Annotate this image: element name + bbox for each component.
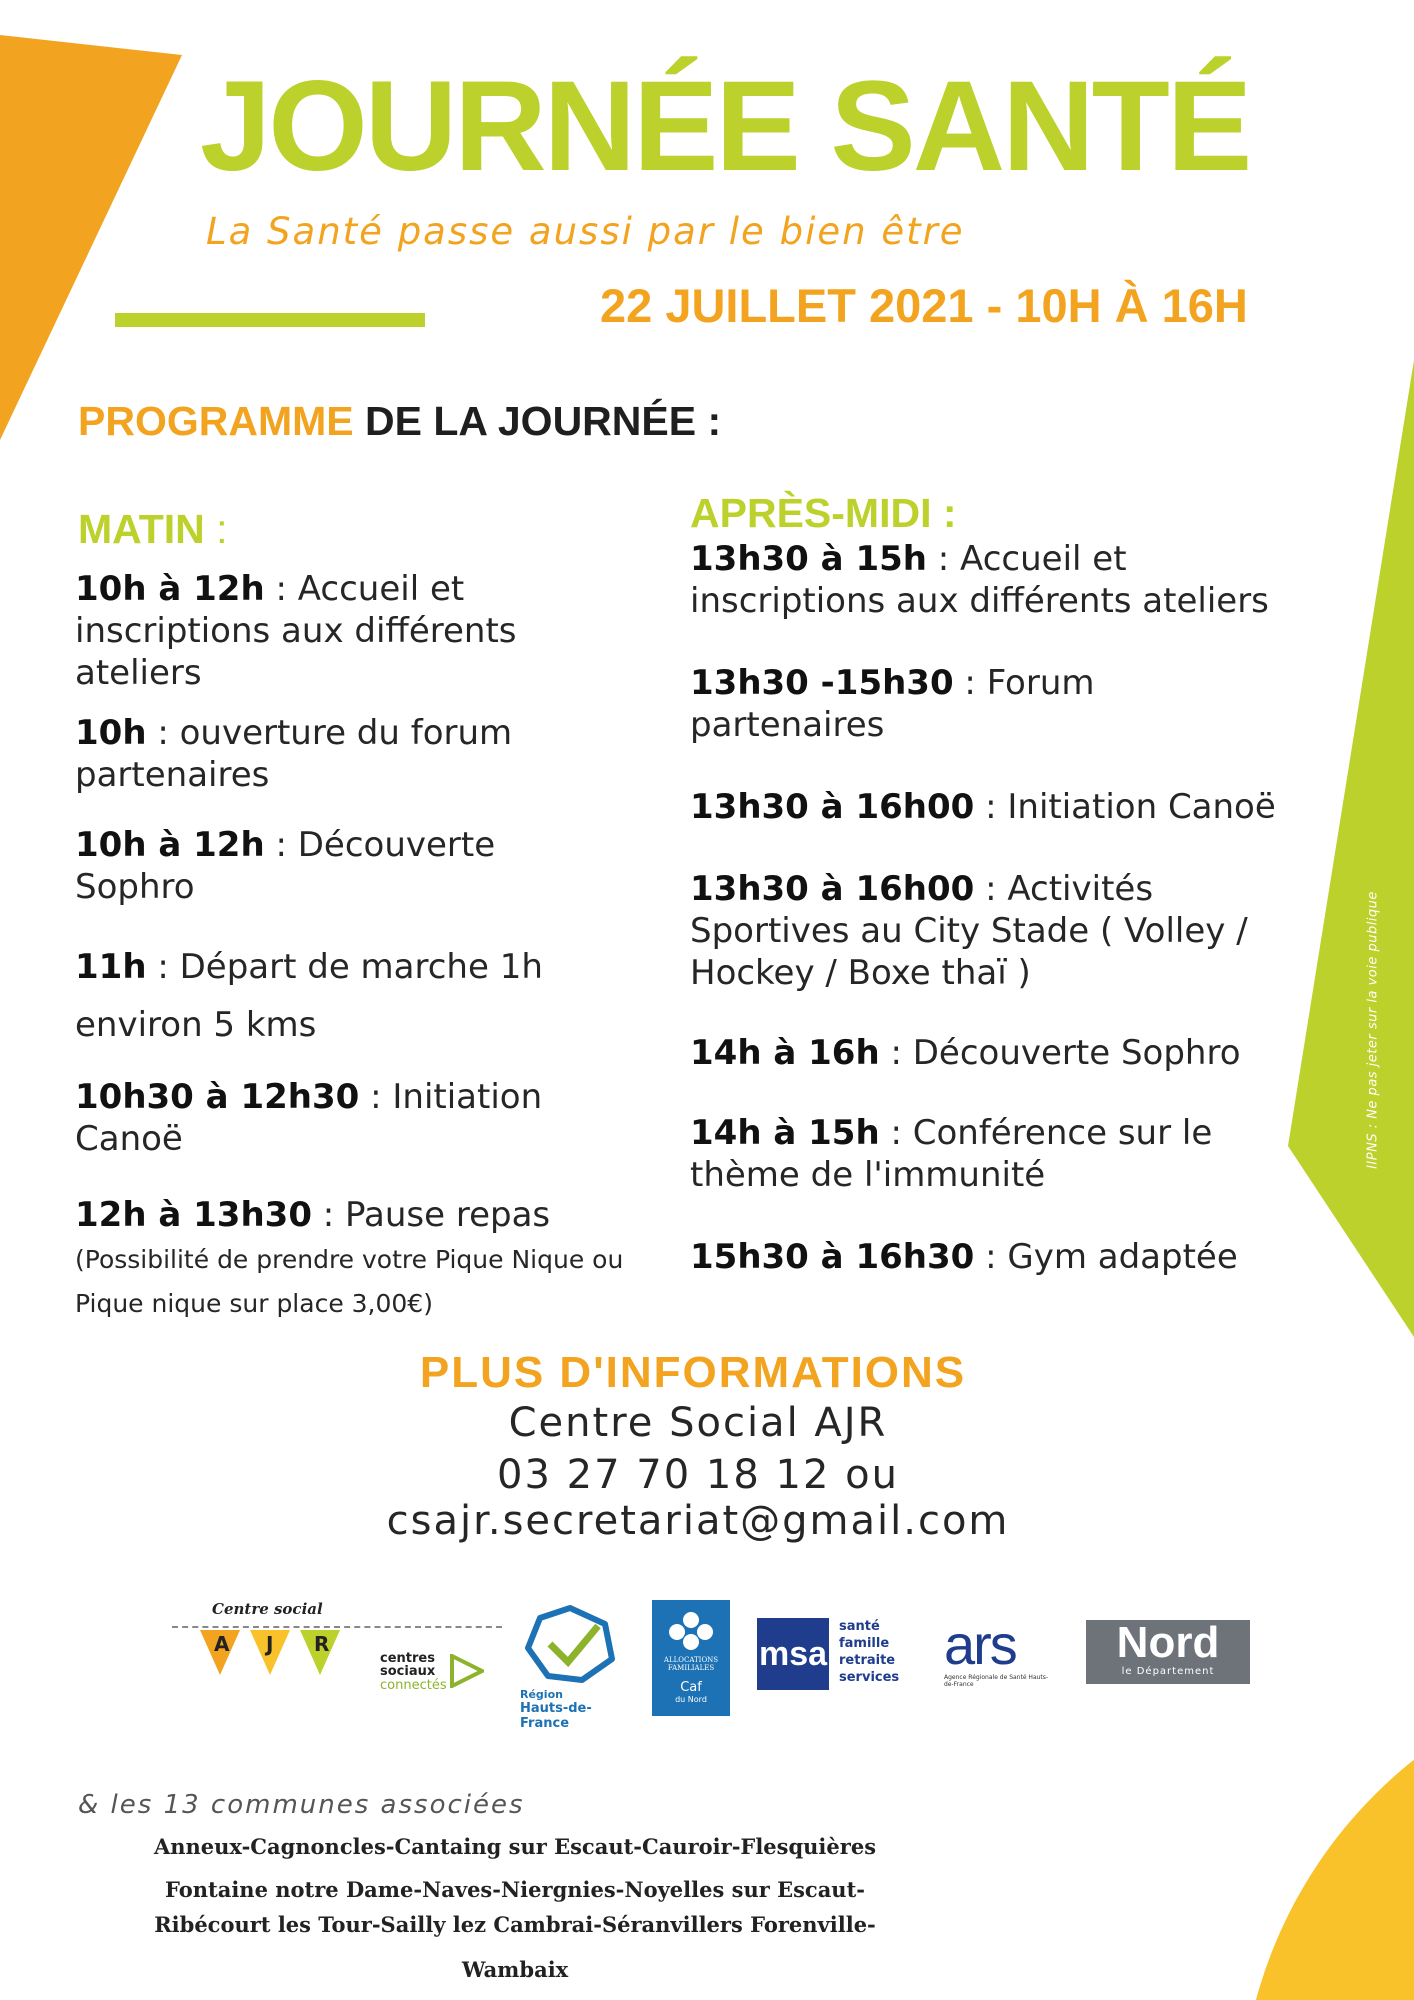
item-text: : Initiation Canoë <box>974 787 1276 827</box>
caf-flower-icon <box>661 1608 721 1652</box>
apres-midi-item <box>690 1236 1290 1278</box>
ars-tag: Agence Régionale de Santé Hauts-de-France <box>944 1674 1049 1688</box>
region-map-icon <box>520 1604 620 1684</box>
caf-l4: du Nord <box>675 1695 707 1704</box>
communes-line: Wambaix <box>461 1957 569 1982</box>
lunch-note: (Possibilité de prendre votre Pique Nique ou Pique nique sur place 3,00€) <box>75 1245 624 1318</box>
msa-l1: santé <box>839 1619 880 1634</box>
item-time: 10h à 12h <box>75 825 265 865</box>
item-time: 14h à 16h <box>690 1033 880 1073</box>
info-phone: 03 27 70 18 12 ou <box>497 1452 899 1498</box>
ars-word: ars <box>944 1613 1016 1676</box>
item-text: : Accueil et inscriptions aux différents ateliers <box>690 539 1269 621</box>
apres-midi-item <box>690 1112 1290 1196</box>
apres-midi-heading: APRÈS-MIDI : <box>690 490 957 536</box>
matin-item <box>75 712 615 796</box>
ajr-letter: R <box>314 1632 330 1656</box>
caf-l3: Caf <box>680 1680 702 1695</box>
item-time: 13h30 à 16h00 <box>690 787 975 827</box>
programme-rest: DE LA JOURNÉE : <box>353 398 722 444</box>
centres-sociaux-connectes-logo <box>380 1652 490 1702</box>
matin-list <box>75 568 624 1326</box>
caf-l1: ALLOCATIONS <box>663 1656 719 1664</box>
matin-item <box>75 1076 615 1160</box>
ars-logo <box>944 1613 1064 1692</box>
matin-heading <box>78 506 228 553</box>
matin-colon: : <box>204 506 228 552</box>
item-time: 10h à 12h <box>75 569 265 609</box>
communes-title: & les 13 communes associées <box>78 1790 525 1820</box>
centres-l3: connectés <box>380 1678 447 1693</box>
apres-midi-item <box>690 868 1290 994</box>
item-time: 13h30 -15h30 <box>690 663 954 703</box>
programme-highlight: PROGRAMME <box>78 398 354 444</box>
legal-notice: IIPNS : Ne pas jeter sur la voie publique <box>1365 891 1381 1169</box>
yellow-circle-bottom-right <box>1240 1660 1414 2000</box>
item-text: : Conférence sur le thème de l'immunité <box>690 1113 1213 1195</box>
item-text: : Découverte Sophro <box>879 1033 1241 1073</box>
item-text: : Pause repas <box>311 1195 551 1235</box>
caf-l2: FAMILIALES <box>667 1664 715 1672</box>
programme-heading <box>78 398 721 445</box>
apres-midi-item <box>690 538 1290 622</box>
centres-triangle-icon <box>450 1654 484 1688</box>
apres-midi-item <box>690 662 1290 746</box>
matin-item <box>75 1194 615 1236</box>
ajr-letter: A <box>214 1632 230 1656</box>
accent-bar <box>115 313 425 327</box>
item-text: : Activités Sportives au City Stade ( Volley / Hockey / Boxe thaï ) <box>690 869 1248 993</box>
apres-midi-item <box>690 1032 1290 1074</box>
apres-midi-list <box>690 538 1290 1278</box>
ajr-line <box>172 1626 502 1628</box>
item-text: : Découverte Sophro <box>75 825 496 907</box>
item-time: 10h <box>75 713 147 753</box>
item-time: 11h <box>75 947 147 987</box>
centres-l2: sociaux <box>380 1664 436 1679</box>
orange-triangle-top-left <box>0 35 182 440</box>
matin-item <box>75 938 615 1054</box>
msa-l4: services <box>839 1670 900 1685</box>
msa-l3: retraite <box>839 1653 896 1668</box>
region-l2: Hauts-de-France <box>520 1701 592 1731</box>
apres-midi-item <box>690 786 1290 828</box>
subtitle: La Santé passe aussi par le bien être <box>206 210 965 253</box>
item-time: 10h30 à 12h30 <box>75 1077 360 1117</box>
nord-word: Nord <box>1116 1618 1220 1667</box>
item-text: : ouverture du forum partenaires <box>75 713 513 795</box>
info-organisation: Centre Social AJR <box>508 1400 888 1446</box>
event-date: 22 JUILLET 2021 - 10H À 16H <box>600 279 1248 332</box>
matin-heading-text: MATIN <box>78 506 205 552</box>
info-title: PLUS D'INFORMATIONS <box>419 1348 967 1397</box>
green-stripe-right <box>1288 360 1414 1337</box>
item-time: 12h à 13h30 <box>75 1195 312 1235</box>
item-text: : Départ de marche 1h environ 5 kms <box>75 947 543 1045</box>
communes-line: Ribécourt les Tour-Sailly lez Cambrai-Séranvillers Forenville- <box>154 1912 876 1937</box>
msa-logo <box>757 1618 915 1690</box>
communes-line: Fontaine notre Dame-Naves-Niergnies-Noyelles sur Escaut- <box>164 1877 865 1902</box>
matin-item <box>75 824 615 908</box>
region-l1: Région <box>520 1688 563 1701</box>
region-hauts-de-france-logo <box>520 1604 640 1731</box>
item-text: : Initiation Canoë <box>75 1077 543 1159</box>
msa-l2: famille <box>839 1636 890 1651</box>
item-time: 14h à 15h <box>690 1113 880 1153</box>
item-text: : Accueil et inscriptions aux différents ateliers <box>75 569 517 693</box>
item-time: 15h30 à 16h30 <box>690 1237 975 1277</box>
item-time: 13h30 à 16h00 <box>690 869 975 909</box>
matin-item <box>75 568 615 694</box>
centres-l1: centres <box>380 1651 435 1666</box>
ajr-letter: J <box>266 1632 274 1656</box>
nord-departement-logo <box>1086 1620 1250 1684</box>
caf-du-nord-logo <box>652 1600 730 1716</box>
nord-sub: le Département <box>1121 1666 1215 1677</box>
communes-line: Anneux-Cagnoncles-Cantaing sur Escaut-Cauroir-Flesquières <box>153 1834 877 1859</box>
msa-letters: msa <box>757 1618 829 1690</box>
item-time: 13h30 à 15h <box>690 539 927 579</box>
ajr-caption: Centre social <box>212 1600 323 1618</box>
item-text: : Forum partenaires <box>690 663 1095 745</box>
page-title: JOURNÉE SANTÉ <box>200 55 1250 198</box>
info-email: csajr.secretariat@gmail.com <box>386 1498 1010 1544</box>
item-text: : Gym adaptée <box>974 1237 1238 1277</box>
